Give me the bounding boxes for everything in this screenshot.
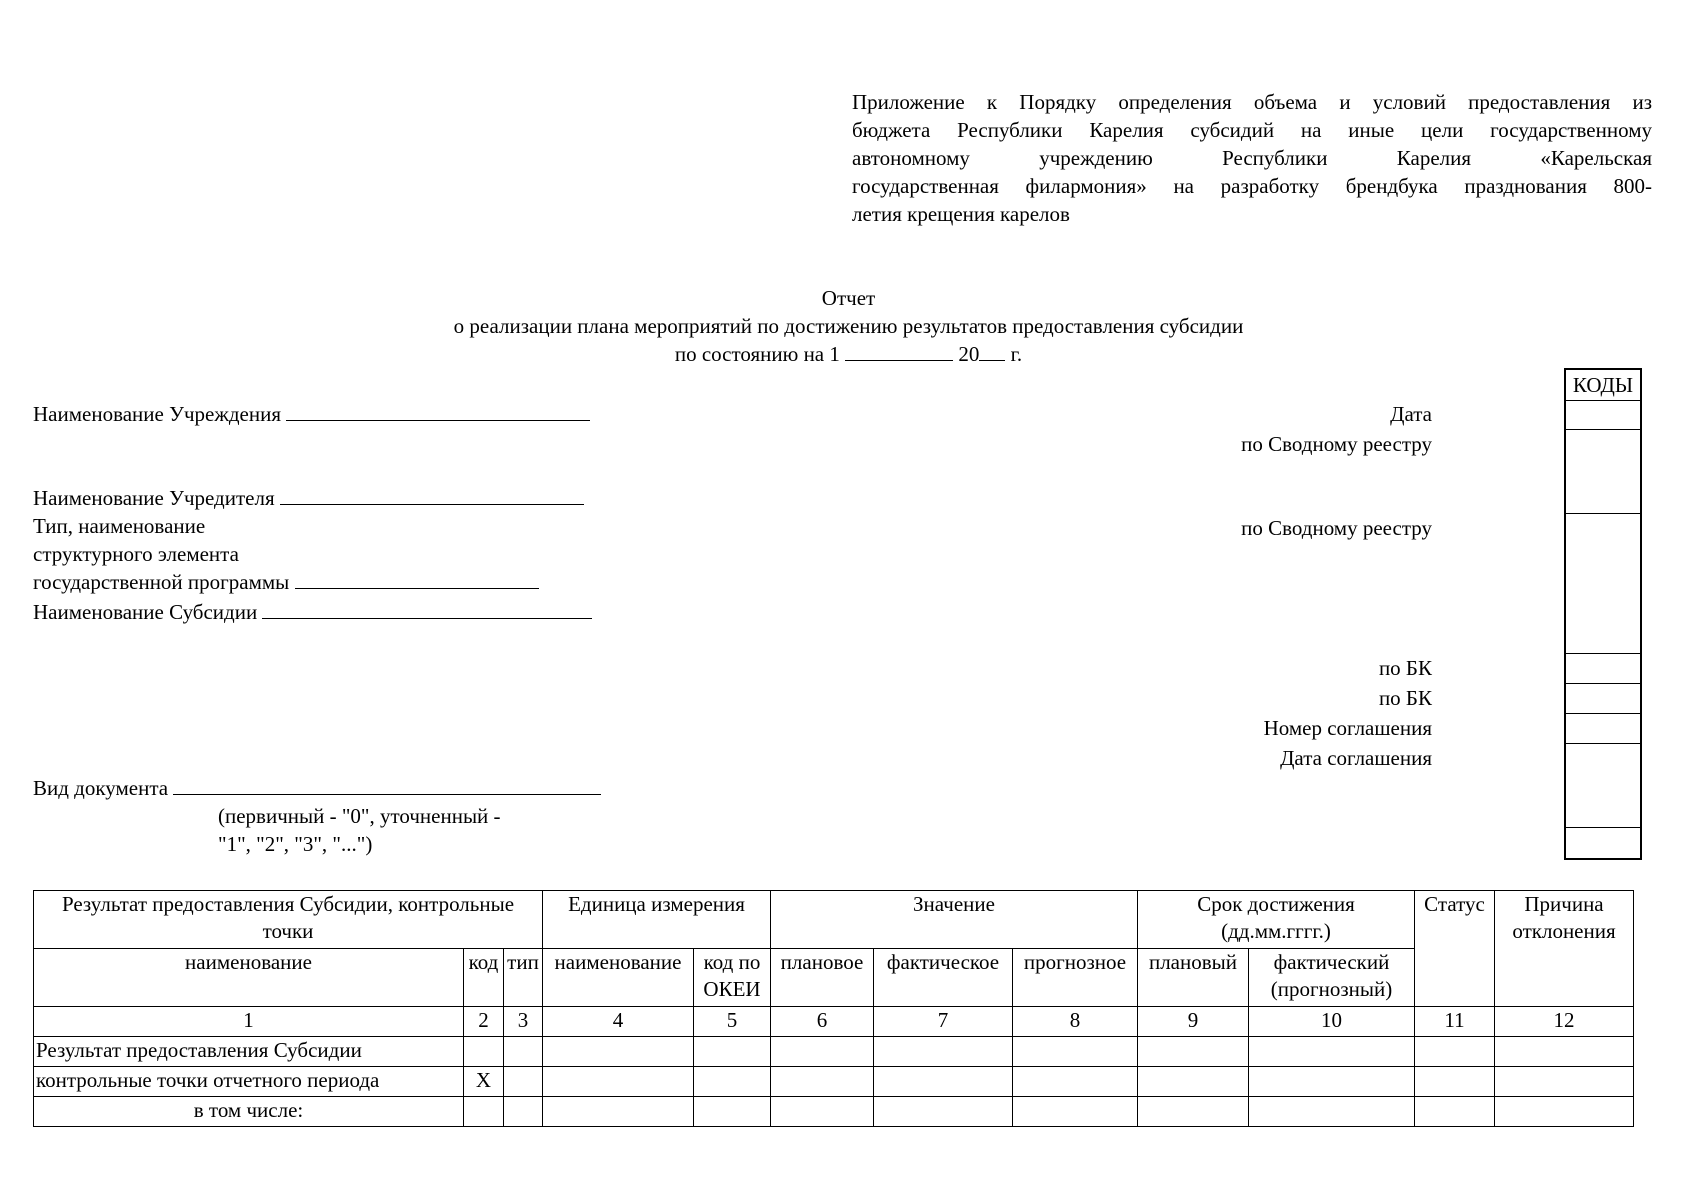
appendix-line: государственная филармония» на разработку брендбука празднования 800- [852, 174, 1652, 198]
table-row [34, 1067, 1634, 1097]
table-cell[interactable] [1249, 1097, 1415, 1127]
institution-field[interactable] [286, 400, 590, 421]
header-value: Значение [771, 891, 1138, 949]
col-number: 2 [464, 1007, 504, 1037]
table-cell[interactable] [1415, 1067, 1495, 1097]
founder-field[interactable] [280, 484, 584, 505]
table-cell[interactable] [694, 1067, 771, 1097]
doc-type-hint-1: (первичный - "0", уточненный - [218, 804, 501, 828]
header-actual: фактическое [874, 949, 1013, 1007]
table-cell[interactable] [543, 1067, 694, 1097]
code-cell-registry-1[interactable] [1566, 430, 1640, 514]
header-okei: код по ОКЕИ [694, 949, 771, 1007]
report-date-line [0, 340, 1697, 368]
table-cell[interactable] [1495, 1067, 1634, 1097]
code-cell-date[interactable] [1566, 400, 1640, 430]
header-result: Результат предоставления Субсидии, контрольные точки [34, 891, 543, 949]
code-cell-agreement-number[interactable] [1566, 714, 1640, 744]
program-row [33, 568, 539, 596]
table-row [34, 1097, 1634, 1127]
doc-type-field[interactable] [173, 774, 601, 795]
table-cell[interactable] [1495, 1097, 1634, 1127]
date-label: Дата [1390, 402, 1432, 426]
table-cell[interactable] [1415, 1037, 1495, 1067]
code-cell-bk-2[interactable] [1566, 684, 1640, 714]
table-cell[interactable] [1138, 1097, 1249, 1127]
col-number: 9 [1138, 1007, 1249, 1037]
year-suffix: г. [1010, 342, 1023, 366]
doc-type-label: Вид документа [33, 776, 169, 800]
row-code: X [464, 1067, 504, 1097]
table-cell[interactable] [1495, 1037, 1634, 1067]
col-number: 1 [34, 1007, 464, 1037]
table-cell[interactable] [771, 1067, 874, 1097]
row-code [464, 1097, 504, 1127]
code-cell-bk-1[interactable] [1566, 654, 1640, 684]
table-cell[interactable] [1013, 1037, 1138, 1067]
row-name: в том числе: [34, 1097, 464, 1127]
year-prefix: 20 [958, 342, 980, 366]
subsidy-label: Наименование Субсидии [33, 600, 258, 624]
agreement-number-label: Номер соглашения [1263, 716, 1432, 740]
header-deadline: Срок достижения (дд.мм.гггг.) [1138, 891, 1415, 949]
table-cell[interactable] [504, 1067, 543, 1097]
col-number: 10 [1249, 1007, 1415, 1037]
code-cell-registry-2[interactable] [1566, 514, 1640, 654]
col-number: 3 [504, 1007, 543, 1037]
year-field[interactable] [979, 340, 1005, 361]
program-label-1: Тип, наименование [33, 514, 206, 538]
table-cell[interactable] [543, 1097, 694, 1127]
code-cell-doc-type[interactable] [1566, 828, 1640, 858]
doc-type-hint-2: "1", "2", "3", "...") [218, 832, 373, 856]
report-subtitle: о реализации плана мероприятий по достижению результатов предоставления субсидии [453, 314, 1244, 338]
subsidy-row [33, 598, 592, 626]
subsidy-field[interactable] [262, 598, 592, 619]
header-unit-name: наименование [543, 949, 694, 1007]
col-number: 12 [1495, 1007, 1634, 1037]
codes-box [1564, 368, 1642, 860]
appendix-line: летия крещения карелов [852, 202, 1070, 226]
agreement-date-label: Дата соглашения [1280, 746, 1432, 770]
bk-label-1: по БК [1378, 656, 1432, 680]
doc-type-row [33, 774, 601, 802]
program-label-2: структурного элемента [33, 542, 239, 566]
code-cell-agreement-date[interactable] [1566, 744, 1640, 828]
table-cell[interactable] [874, 1037, 1013, 1067]
month-field[interactable] [845, 340, 953, 361]
table-row [34, 1037, 1634, 1067]
table-cell[interactable] [1013, 1067, 1138, 1097]
table-cell[interactable] [504, 1037, 543, 1067]
col-number: 6 [771, 1007, 874, 1037]
table-cell[interactable] [771, 1037, 874, 1067]
table-cell[interactable] [874, 1067, 1013, 1097]
registry-label-2: по Сводному реестру [1241, 516, 1432, 540]
table-cell[interactable] [874, 1097, 1013, 1127]
col-number: 5 [694, 1007, 771, 1037]
header-name: наименование [34, 949, 464, 1007]
table-cell[interactable] [694, 1097, 771, 1127]
col-number: 11 [1415, 1007, 1495, 1037]
col-number: 8 [1013, 1007, 1138, 1037]
registry-label-1: по Сводному реестру [1241, 432, 1432, 456]
table-cell[interactable] [694, 1037, 771, 1067]
bk-label-2: по БК [1378, 686, 1432, 710]
results-table [33, 890, 1634, 1127]
table-cell[interactable] [1138, 1037, 1249, 1067]
appendix-line: автономному учреждению Республики Карелия «Карельская [852, 146, 1652, 170]
table-cell[interactable] [504, 1097, 543, 1127]
table-cell[interactable] [1249, 1037, 1415, 1067]
table-cell[interactable] [1138, 1067, 1249, 1097]
program-label-3: государственной программы [33, 570, 290, 594]
header-code: код [464, 949, 504, 1007]
header-reason: Причина отклонения [1495, 891, 1634, 1007]
row-name: контрольные точки отчетного периода [34, 1067, 464, 1097]
founder-label: Наименование Учредителя [33, 486, 275, 510]
table-cell[interactable] [1249, 1067, 1415, 1097]
report-title: Отчет [821, 286, 876, 310]
header-deadline-planned: плановый [1138, 949, 1249, 1007]
row-code [464, 1037, 504, 1067]
header-type: тип [504, 949, 543, 1007]
institution-row [33, 400, 590, 428]
appendix-note [852, 88, 1652, 228]
founder-row [33, 484, 584, 512]
date-prefix: по состоянию на 1 [674, 342, 840, 366]
col-number: 7 [874, 1007, 1013, 1037]
row-name: Результат предоставления Субсидии [34, 1037, 464, 1067]
appendix-line: бюджета Республики Карелия субсидий на иные цели государственному [852, 118, 1652, 142]
codes-header: КОДЫ [1566, 370, 1640, 401]
header-status: Статус [1415, 891, 1495, 1007]
header-unit: Единица измерения [543, 891, 771, 949]
header-planned: плановое [771, 949, 874, 1007]
table-cell[interactable] [1013, 1097, 1138, 1127]
table-cell[interactable] [543, 1037, 694, 1067]
col-number: 4 [543, 1007, 694, 1037]
appendix-line: Приложение к Порядку определения объема и условий предоставления из [852, 90, 1652, 114]
header-deadline-actual: фактический (прогнозный) [1249, 949, 1415, 1007]
program-field[interactable] [295, 568, 539, 589]
table-cell[interactable] [1415, 1097, 1495, 1127]
table-cell[interactable] [771, 1097, 874, 1127]
institution-label: Наименование Учреждения [33, 402, 281, 426]
header-forecast: прогнозное [1013, 949, 1138, 1007]
